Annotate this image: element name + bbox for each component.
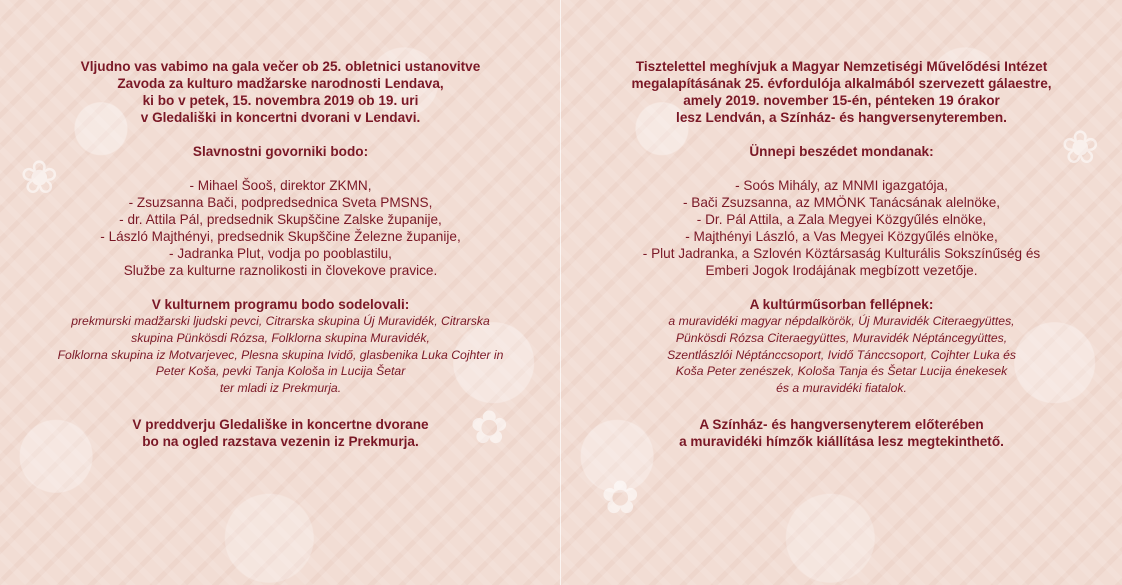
- exhibition-note: [0, 416, 561, 450]
- program-line: skupina Pünkösdi Rózsa, Folklorna skupina Muravidék,: [131, 330, 430, 345]
- speaker-item: - Soós Mihály, az MNMI igazgatója,: [735, 178, 948, 193]
- speaker-item: - dr. Attila Pál, predsednik Skupščine Zalske županije,: [119, 212, 442, 227]
- speakers-heading: Ünnepi beszédet mondanak:: [749, 144, 934, 159]
- intro-line: Zavoda za kulturo madžarske narodnosti Lendava,: [117, 76, 444, 91]
- invitation-card-hungarian: [561, 0, 1122, 585]
- speaker-item: - László Majthényi, predsednik Skupščine Železne županije,: [100, 229, 461, 244]
- program-line: a muravidéki magyar népdalkörök, Új Muravidék Citeraegyüttes,: [668, 314, 1015, 328]
- program-heading: V kulturnem programu bodo sodelovali:: [151, 297, 410, 312]
- speakers-list: [561, 177, 1122, 279]
- speaker-item: - Majthényi László, a Vas Megyei Közgyűlés elnöke,: [685, 229, 998, 244]
- floral-ornament-icon: ❀: [20, 150, 59, 204]
- program-heading: A kultúrműsorban fellépnek:: [749, 297, 934, 312]
- closing-line: bo na ogled razstava vezenin iz Prekmurja.: [142, 433, 419, 449]
- closing-line: V preddverju Gledališke in koncertne dvorane: [132, 416, 429, 432]
- speaker-item: - Dr. Pál Attila, a Zala Megyei Közgyűlés elnöke,: [696, 212, 987, 227]
- intro-line: ki bo v petek, 15. novembra 2019 ob 19. uri: [142, 93, 419, 108]
- intro-line: Tisztelettel meghívjuk a Magyar Nemzetiségi Művelődési Intézet: [635, 59, 1048, 74]
- program-line: Koša Peter zenészek, Kološa Tanja és Šetar Lucija énekesek: [675, 364, 1008, 379]
- intro-line: megalapításának 25. évfordulója alkalmából szervezett gálaestre,: [631, 76, 1052, 91]
- butterfly-ornament-icon: ✿: [601, 470, 640, 524]
- speakers-heading: Slavnostni govorniki bodo:: [192, 144, 369, 159]
- speaker-item: Emberi Jogok Irodájának megbízott vezetője.: [705, 263, 978, 278]
- floral-ornament-icon: ❀: [1061, 120, 1100, 174]
- slovenian-text-block: [0, 58, 561, 450]
- speaker-item: - Jadranka Plut, vodja po pooblastilu,: [169, 246, 392, 261]
- invitation-intro: [0, 58, 561, 126]
- speaker-item: Službe za kulturne raznolikosti in človekove pravice.: [123, 263, 438, 278]
- closing-line: A Színház- és hangversenyterem előterében: [699, 416, 984, 432]
- program-line: Pünkösdi Rózsa Citeraegyüttes, Muravidék Néptáncegyüttes,: [675, 330, 1008, 345]
- closing-line: a muravidéki hímzők kiállítása lesz megtekinthető.: [679, 433, 1004, 449]
- program-list: [561, 313, 1122, 397]
- speakers-list: [0, 177, 561, 279]
- butterfly-ornament-icon: ✿: [470, 400, 509, 454]
- intro-line: Vljudno vas vabimo na gala večer ob 25. obletnici ustanovitve: [80, 59, 481, 74]
- speaker-item: - Plut Jadranka, a Szlovén Köztársaság Kulturális Sokszínűség és: [642, 246, 1041, 261]
- speaker-item: - Mihael Šooš, direktor ZKMN,: [189, 178, 372, 193]
- speaker-item: - Zsuzsanna Bači, podpredsednica Sveta PMSNS,: [128, 195, 433, 210]
- program-line: Peter Koša, pevki Tanja Kološa in Lucija Šetar: [155, 364, 406, 379]
- program-list: [0, 313, 561, 397]
- intro-line: lesz Lendván, a Színház- és hangversenyteremben.: [676, 110, 1007, 125]
- exhibition-note: [561, 416, 1122, 450]
- hungarian-text-block: [561, 58, 1122, 450]
- invitation-intro: [561, 58, 1122, 126]
- program-line: Folklorna skupina iz Motvarjevec, Plesna skupina Ividő, glasbenika Luka Cojhter in: [57, 347, 504, 362]
- program-line: prekmurski madžarski ljudski pevci, Citrarska skupina Új Muravidék, Citrarska: [71, 314, 490, 328]
- speaker-item: - Bači Zsuzsanna, az MMÖNK Tanácsának alelnöke,: [682, 195, 1001, 210]
- program-line: ter mladi iz Prekmurja.: [219, 381, 342, 396]
- program-line: és a muravidéki fiatalok.: [776, 381, 907, 396]
- intro-line: amely 2019. november 15-én, pénteken 19 órakor: [683, 93, 1000, 108]
- intro-line: v Gledališki in koncertni dvorani v Lendavi.: [140, 110, 421, 125]
- program-line: Szentlászlói Néptánccsoport, Ividő Tánccsoport, Cojhter Luka és: [667, 347, 1016, 362]
